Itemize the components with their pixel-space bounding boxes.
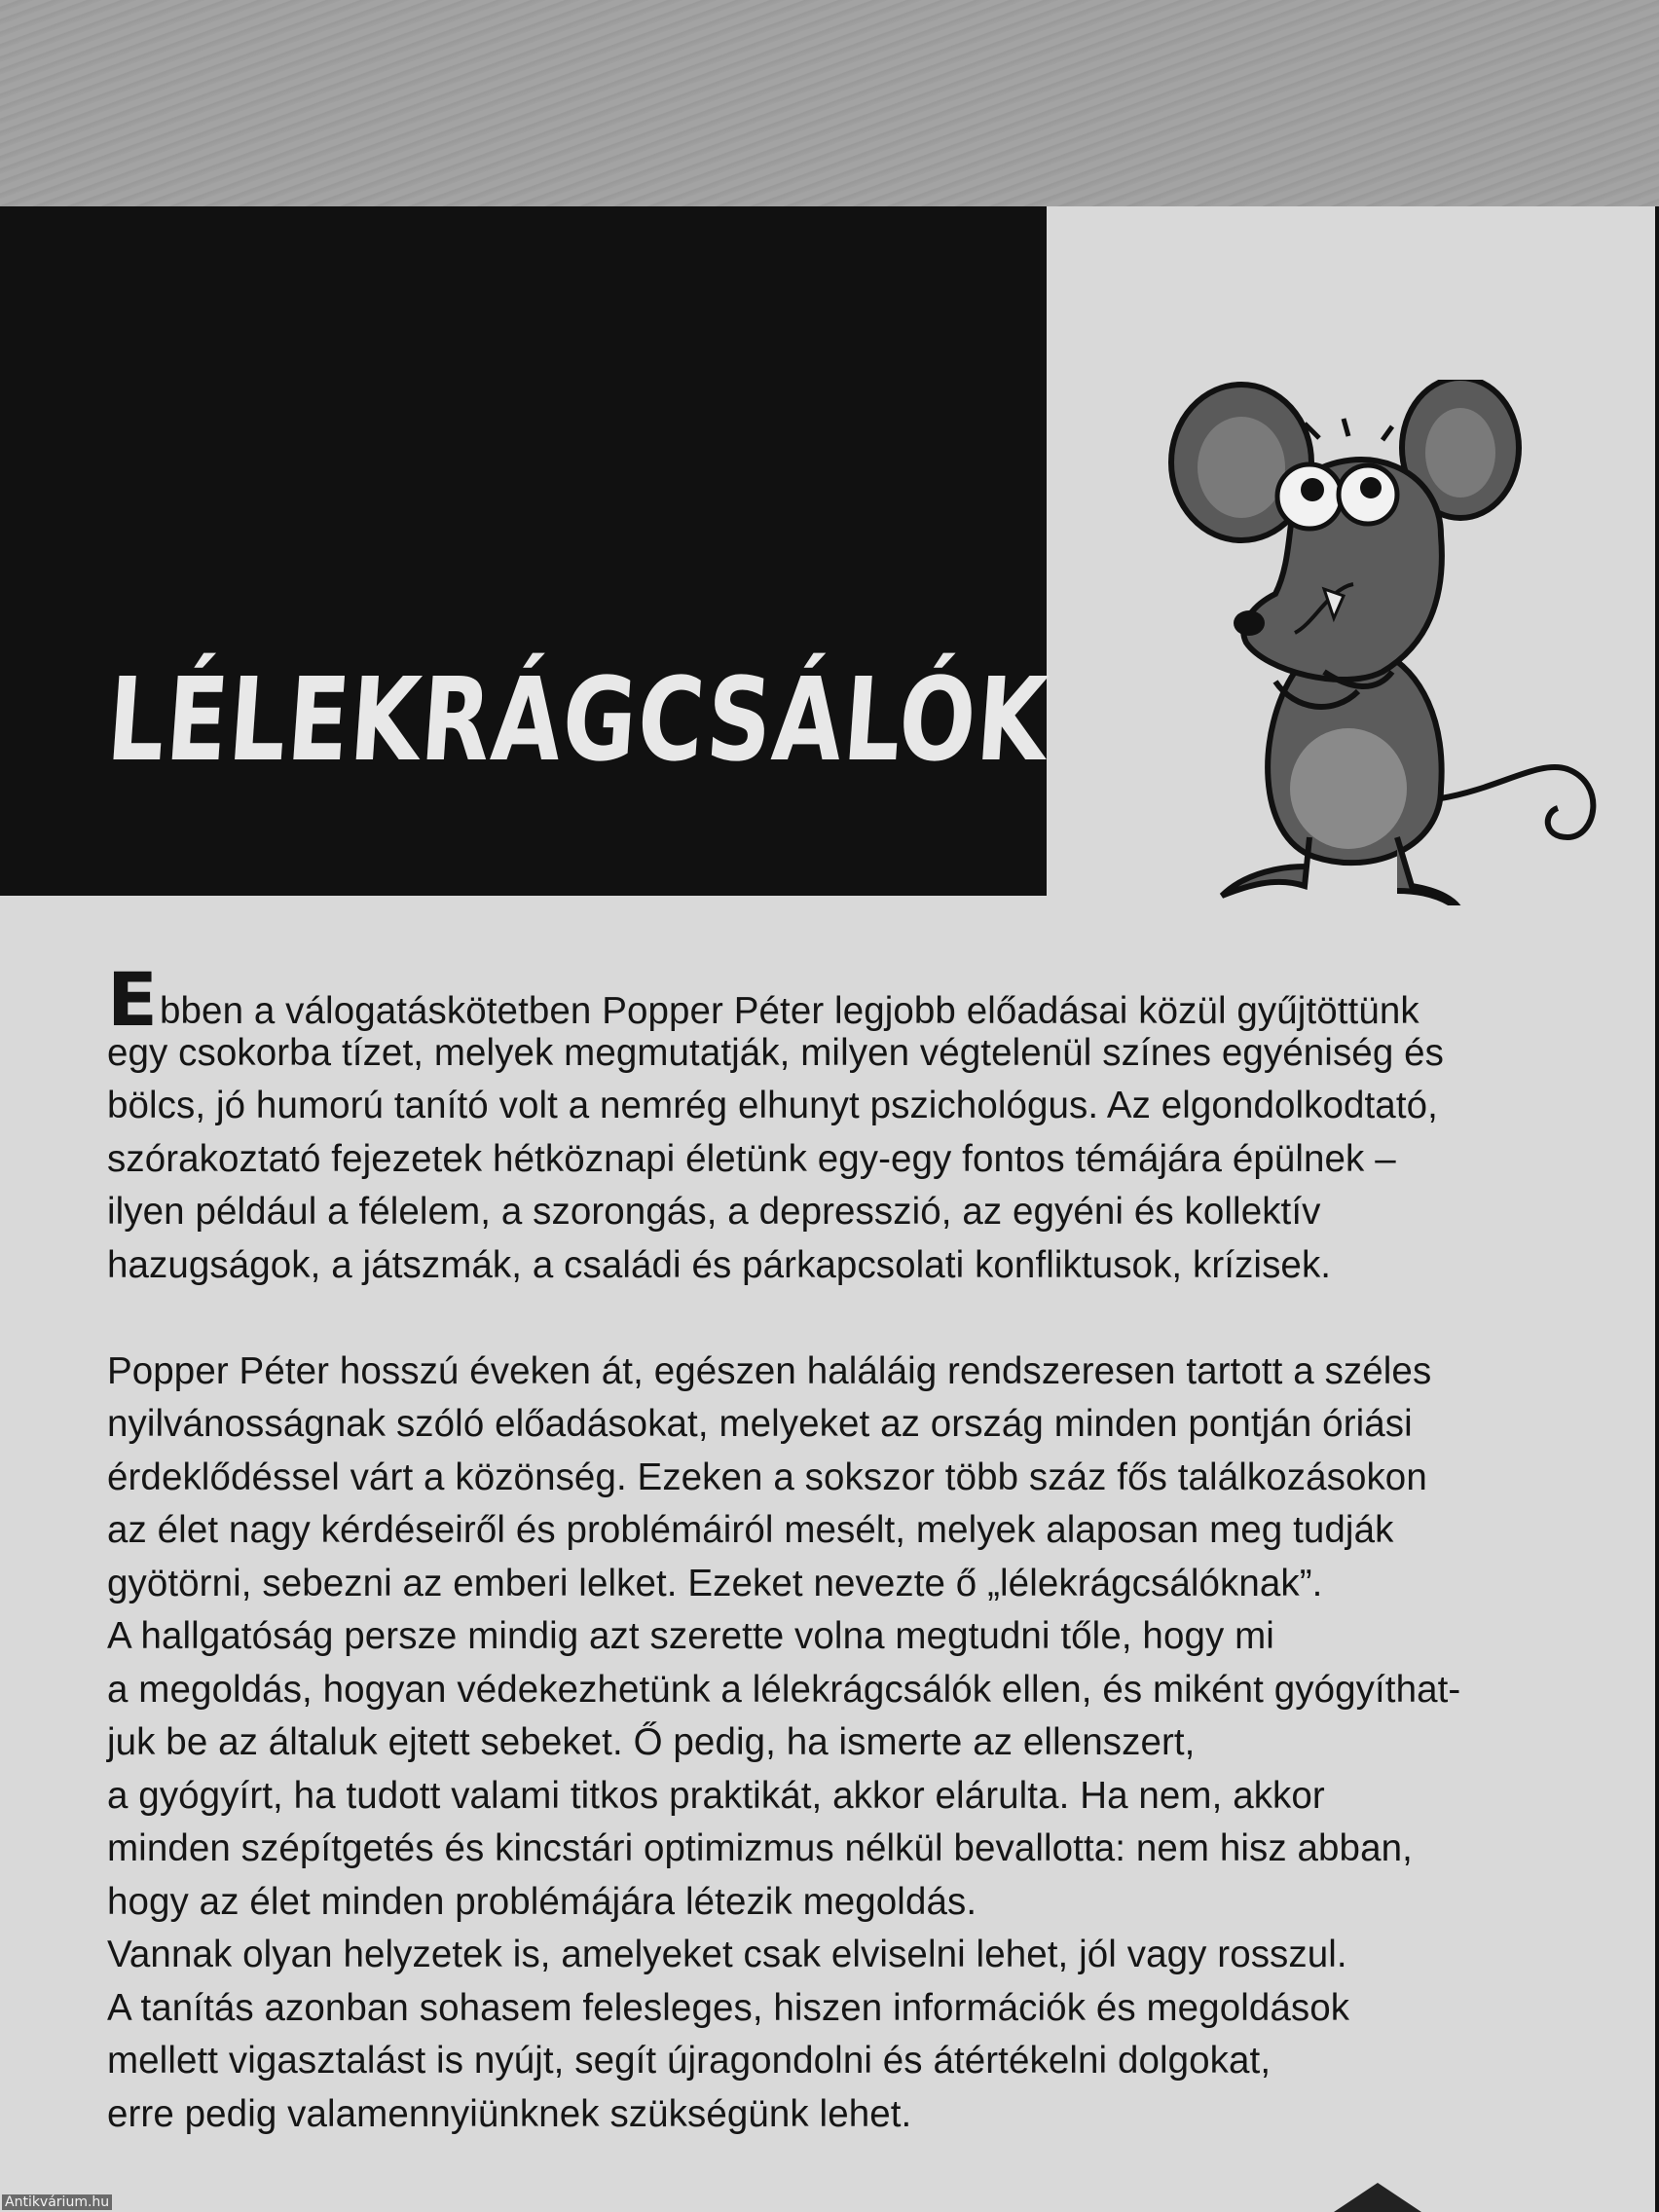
paragraph-line: Ebben a válogatáskötetben Popper Péter legjobb előadásai közül gyűjtöttünk [107, 956, 1419, 1043]
background-surface [0, 0, 1659, 209]
paragraph-line: a gyógyírt, ha tudott valami titkos praktikát, akkor elárulta. Ha nem, akkor [107, 1774, 1325, 1817]
book-title: LÉLEKRÁGCSÁLÓK [103, 652, 1053, 787]
mouse-icon [1149, 380, 1606, 905]
paragraph-line: erre pedig valamennyiünknek szükségünk lehet. [107, 2092, 912, 2135]
paragraph-line: az élet nagy kérdéseiről és problémáiról mesélt, melyek alaposan meg tudják [107, 1509, 1394, 1551]
paragraph-line: Popper Péter hosszú éveken át, egészen haláláig rendszeresen tartott a széles [107, 1349, 1432, 1392]
corner-decoration [1334, 2179, 1421, 2212]
title-block [0, 206, 1053, 896]
blurb-text [107, 956, 1616, 2141]
paragraph-line: ilyen például a félelem, a szorongás, a depresszió, az egyéni és kollektív [107, 1191, 1321, 1233]
paragraph-line: hazugságok, a játszmák, a családi és párkapcsolati konfliktusok, krízisek. [107, 1243, 1332, 1286]
paragraph-line: Vannak olyan helyzetek is, amelyeket csak elviselni lehet, jól vagy rosszul. [107, 1934, 1347, 1975]
paragraph-line: minden szépítgetés és kincstári optimizmus nélkül bevallotta: nem hisz abban, [107, 1827, 1413, 1869]
cover-edge [1655, 206, 1659, 2212]
drop-cap: E [107, 956, 159, 1043]
paragraph-line: egy csokorba tízet, melyek megmutatják, milyen végtelenül színes egyéniség és [107, 1031, 1444, 1074]
paragraph-line: A tanítás azonban sohasem felesleges, hiszen információk és megoldások [107, 1986, 1350, 2029]
watermark: Antikvárium.hu [2, 2194, 112, 2210]
paragraph-line: gyötörni, sebezni az emberi lelket. Ezeket nevezte ő „lélekrágcsálóknak”. [107, 1562, 1323, 1604]
paragraph-line: a megoldás, hogyan védekezhetünk a lélekrágcsálók ellen, és miként gyógyíthat- [107, 1668, 1461, 1711]
paragraph-line: hogy az élet minden problémájára létezik megoldás. [107, 1880, 977, 1923]
paragraph-gap [107, 1292, 1616, 1346]
paragraph-line: juk be az általuk ejtett sebeket. Ő pedig, ha ismerte az ellenszert, [107, 1721, 1196, 1763]
paragraph-line: bölcs, jó humorú tanító volt a nemrég elhunyt pszichológus. Az elgondolkodtató, [107, 1085, 1438, 1126]
paragraph-line: nyilvánosságnak szóló előadásokat, melyeket az ország minden pontján óriási [107, 1403, 1413, 1445]
paragraph-line: érdeklődéssel várt a közönség. Ezeken a sokszor több száz fős találkozásokon [107, 1456, 1427, 1498]
paragraph-line: szórakoztató fejezetek hétköznapi életünk egy-egy fontos témájára épülnek – [107, 1137, 1396, 1180]
mouse-illustration [1149, 380, 1606, 905]
paragraph-line: A hallgatóság persze mindig azt szerette volna megtudni tőle, hogy mi [107, 1615, 1274, 1657]
paragraph-line: mellett vigasztalást is nyújt, segít újragondolni és átértékelni dolgokat, [107, 2040, 1272, 2082]
